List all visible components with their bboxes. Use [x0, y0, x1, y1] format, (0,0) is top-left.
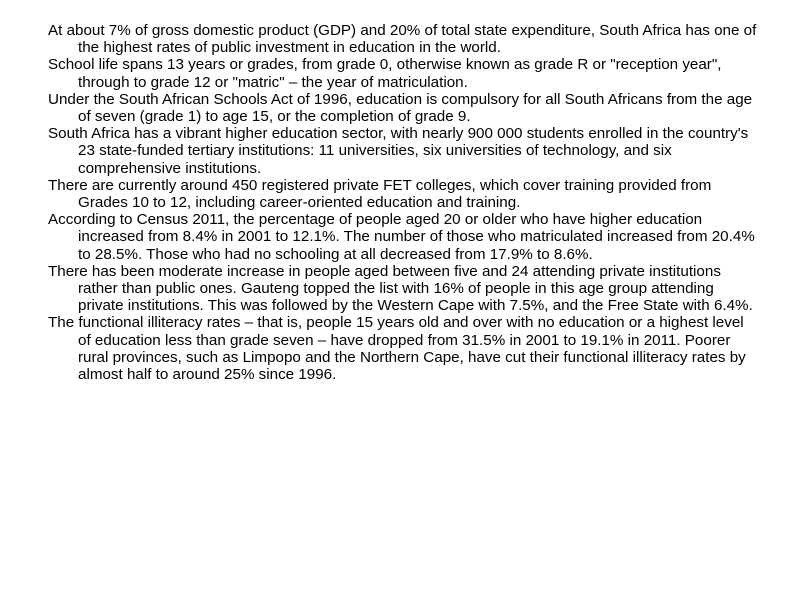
paragraph-functional-illiteracy: The functional illiteracy rates – that is, people 15 years old and over with no education or a highest level of education less than grade seven – have dropped from 31.5% in 2001 to 19.1% in 2011. Poorer rural provinces, such as Limpopo and the Northern Cape, have cut their functional illiteracy rates by almost half to around 25% since 1996.: [48, 314, 746, 384]
paragraph-schools-act: Under the South African Schools Act of 1996, education is compulsory for all South Africans from the age of seven (grade 1) to age 15, or the completion of grade 9.: [48, 90, 753, 126]
paragraph-private-institutions: There has been moderate increase in people aged between five and 24 attending private institutions rather than public ones. Gauteng topped the list with 16% of people in this age group attending private institutions. This was followed by the Western Cape with 7.5%, and the Free State with 6.4%.: [48, 262, 753, 315]
paragraph-school-life: School life spans 13 years or grades, from grade 0, otherwise known as grade R or "reception year", through to grade 12 or "matric" – the year of matriculation.: [48, 56, 722, 91]
paragraph-census-2011: According to Census 2011, the percentage of people aged 20 or older who have higher education increased from 8.4% in 2001 to 12.1%. The number of those who matriculated increased from 20.4% to 28.5%. Those who had no schooling at all decreased from 17.9% to 8.6%.: [48, 211, 755, 263]
paragraph-higher-education: South Africa has a vibrant higher education sector, with nearly 900 000 students enrolled in the country's 23 state-funded tertiary institutions: 11 universities, six universities of technology, and six comprehensive institutions.: [48, 125, 749, 177]
text-body: [48, 22, 758, 383]
paragraph-fet-colleges: There are currently around 450 registered private FET colleges, which cover training provided from Grades 10 to 12, including career-oriented education and training.: [48, 176, 712, 212]
paragraph-investment: At about 7% of gross domestic product (GDP) and 20% of total state expenditure, South Africa has one of the highest rates of public investment in education in the world.: [48, 22, 757, 57]
